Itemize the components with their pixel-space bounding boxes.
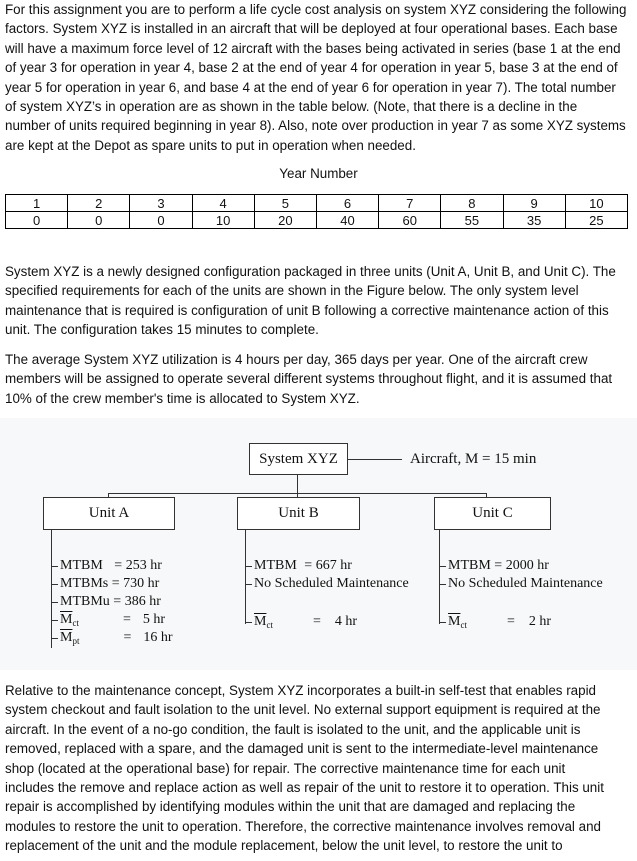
text-line: members will be assigned to operate several different systems throughout flight, and it is assumed that — [5, 371, 613, 387]
text-line: The average System XYZ utilization is 4 hours per day, 365 days per year. One of the aircraft crew — [5, 352, 588, 367]
text-line: are kept at the Depot as spare units to put in operation when needed. — [5, 137, 416, 153]
text-line: system checkout and fault isolation to the unit level. No external support equipment is required at the — [5, 702, 601, 718]
year-cell: 7 — [379, 195, 441, 212]
unit-a-spine — [51, 529, 52, 648]
unit-a-tick — [51, 602, 58, 603]
units-cell: 0 — [6, 212, 68, 229]
unit-a-box: Unit A — [43, 497, 175, 530]
text-line: specified requirements for each of the units are shown in the Figure below. The only system level — [5, 283, 579, 299]
units-cell: 40 — [316, 212, 378, 229]
system-hierarchy-figure — [0, 418, 637, 670]
text-line: of year 3 for operation in year 4, base 2 at the end of year 4 for operation in year 5, base 3 at the end of — [5, 60, 618, 76]
unit-b-tick — [245, 566, 252, 567]
units-cell: 10 — [192, 212, 254, 229]
units-cell: 0 — [68, 212, 130, 229]
units-cell: 35 — [503, 212, 565, 229]
unit-b-mtbm: MTBM = 667 hr — [254, 558, 352, 573]
year-cell: 9 — [503, 195, 565, 212]
text-line: 10% of the crew member's time is allocated to System XYZ. — [5, 390, 360, 406]
year-cell: 2 — [68, 195, 130, 212]
unit-a-mct: $\overline{M}_{ct} = 5$ hr — [60, 612, 166, 628]
units-row — [6, 212, 628, 229]
aircraft-connector-line — [347, 459, 402, 460]
unit-a-tick — [51, 566, 58, 567]
tree-trunk-line — [297, 474, 298, 493]
system-xyz-box: System XYZ — [249, 443, 348, 475]
unit-a-mtbmu: MTBMu = 386 hr — [60, 594, 161, 609]
unit-a-mtbm: MTBM = 253 hr — [60, 558, 162, 573]
unit-a-mpt: $\overline{M}_{pt} = 16$ hr — [60, 630, 173, 646]
aircraft-label: Aircraft, M = 15 min — [410, 451, 537, 467]
unit-a-tick — [51, 620, 58, 621]
units-cell: 0 — [130, 212, 192, 229]
year-cell: 1 — [6, 195, 68, 212]
units-cell: 60 — [379, 212, 441, 229]
year-cell: 5 — [254, 195, 316, 212]
year-cell: 6 — [316, 195, 378, 212]
text-line: year 5 for operation in year 6, and base 4 at the end of year 6 for operation in year 7). The total number — [5, 79, 616, 95]
unit-c-tick — [439, 566, 446, 567]
units-cell: 20 — [254, 212, 316, 229]
text-line: removed, replaced with a spare, and the damaged unit is sent to the intermediate-level maintenance — [5, 741, 599, 757]
unit-b-mct: $\overline{M}_{ct} = 4$ hr — [254, 614, 358, 630]
text-line: of system XYZ’s in operation are as shown in the table below. (Note, that there is a decline in the — [5, 99, 578, 115]
text-line: maintenance that is required is configuration of unit B following a corrective maintenance action of this — [5, 302, 609, 318]
unit-c-tick — [439, 584, 446, 585]
units-cell: 25 — [565, 212, 627, 229]
unit-c-spine — [439, 529, 440, 624]
units-cell: 55 — [441, 212, 503, 229]
year-row — [6, 195, 628, 212]
intro-paragraph — [5, 0, 631, 155]
unit-c-mtbm: MTBM = 2000 hr — [448, 558, 549, 573]
text-line: aircraft. In the event of a no-go condition, the fault is isolated to the unit, and the applicable unit is — [5, 721, 581, 737]
text-line: System XYZ is a newly designed configuration packaged in three units (Unit A, Unit B, and Unit C). The — [5, 264, 616, 279]
text-line: includes the remove and replace action as well as repair of the unit to restore it to operation. This unit — [5, 780, 604, 796]
text-line: Relative to the maintenance concept, System XYZ incorporates a built-in self-test that enables rapid — [5, 683, 596, 698]
text-line: shop (located at the operational base) for repair. The corrective maintenance time for each unit — [5, 760, 566, 776]
unit-b-tick — [245, 584, 252, 585]
year-number-caption: Year Number — [279, 166, 358, 181]
unit-a-mtbms: MTBMs = 730 hr — [60, 576, 160, 591]
unit-a-tick — [51, 584, 58, 585]
text-line: replacement of the unit and the module replacement, below the unit level, to restore the unit to — [5, 838, 563, 854]
unit-a-tick — [51, 638, 58, 639]
text-line: number of units required beginning in year 8). Also, note over production in year 7 as some XYZ systems — [5, 118, 626, 134]
utilization-paragraph — [5, 350, 631, 408]
unit-c-box: Unit C — [434, 497, 551, 530]
year-cell: 4 — [192, 195, 254, 212]
unit-c-tick — [439, 622, 446, 623]
text-line: unit. The configuration takes 15 minutes to complete. — [5, 322, 319, 338]
year-cell: 3 — [130, 195, 192, 212]
system-description-paragraph — [5, 262, 631, 340]
unit-b-tick — [245, 622, 252, 623]
text-line: modules to restore the unit to operation. Therefore, the corrective maintenance involves removal and — [5, 818, 601, 834]
unit-b-box: Unit B — [237, 497, 360, 530]
text-line: factors. System XYZ is installed in an aircraft that will be deployed at four operational bases. Each base — [5, 21, 618, 37]
maintenance-concept-paragraph — [5, 681, 631, 856]
unit-c-mct: $\overline{M}_{ct} = 2$ hr — [448, 614, 552, 630]
text-line: For this assignment you are to perform a life cycle cost analysis on system XYZ considering the following — [5, 2, 627, 17]
text-line: will have a maximum force level of 12 aircraft with the bases being activated in series (base 1 at the end — [5, 40, 621, 56]
year-cell: 10 — [565, 195, 627, 212]
year-cell: 8 — [441, 195, 503, 212]
unit-c-scheduled: No Scheduled Maintenance — [448, 576, 603, 591]
text-line: repair is accomplished by identifying modules within the unit that are damaged and replacing the — [5, 799, 576, 815]
year-table — [5, 194, 628, 229]
unit-b-scheduled: No Scheduled Maintenance — [254, 576, 409, 591]
unit-b-spine — [245, 529, 246, 624]
